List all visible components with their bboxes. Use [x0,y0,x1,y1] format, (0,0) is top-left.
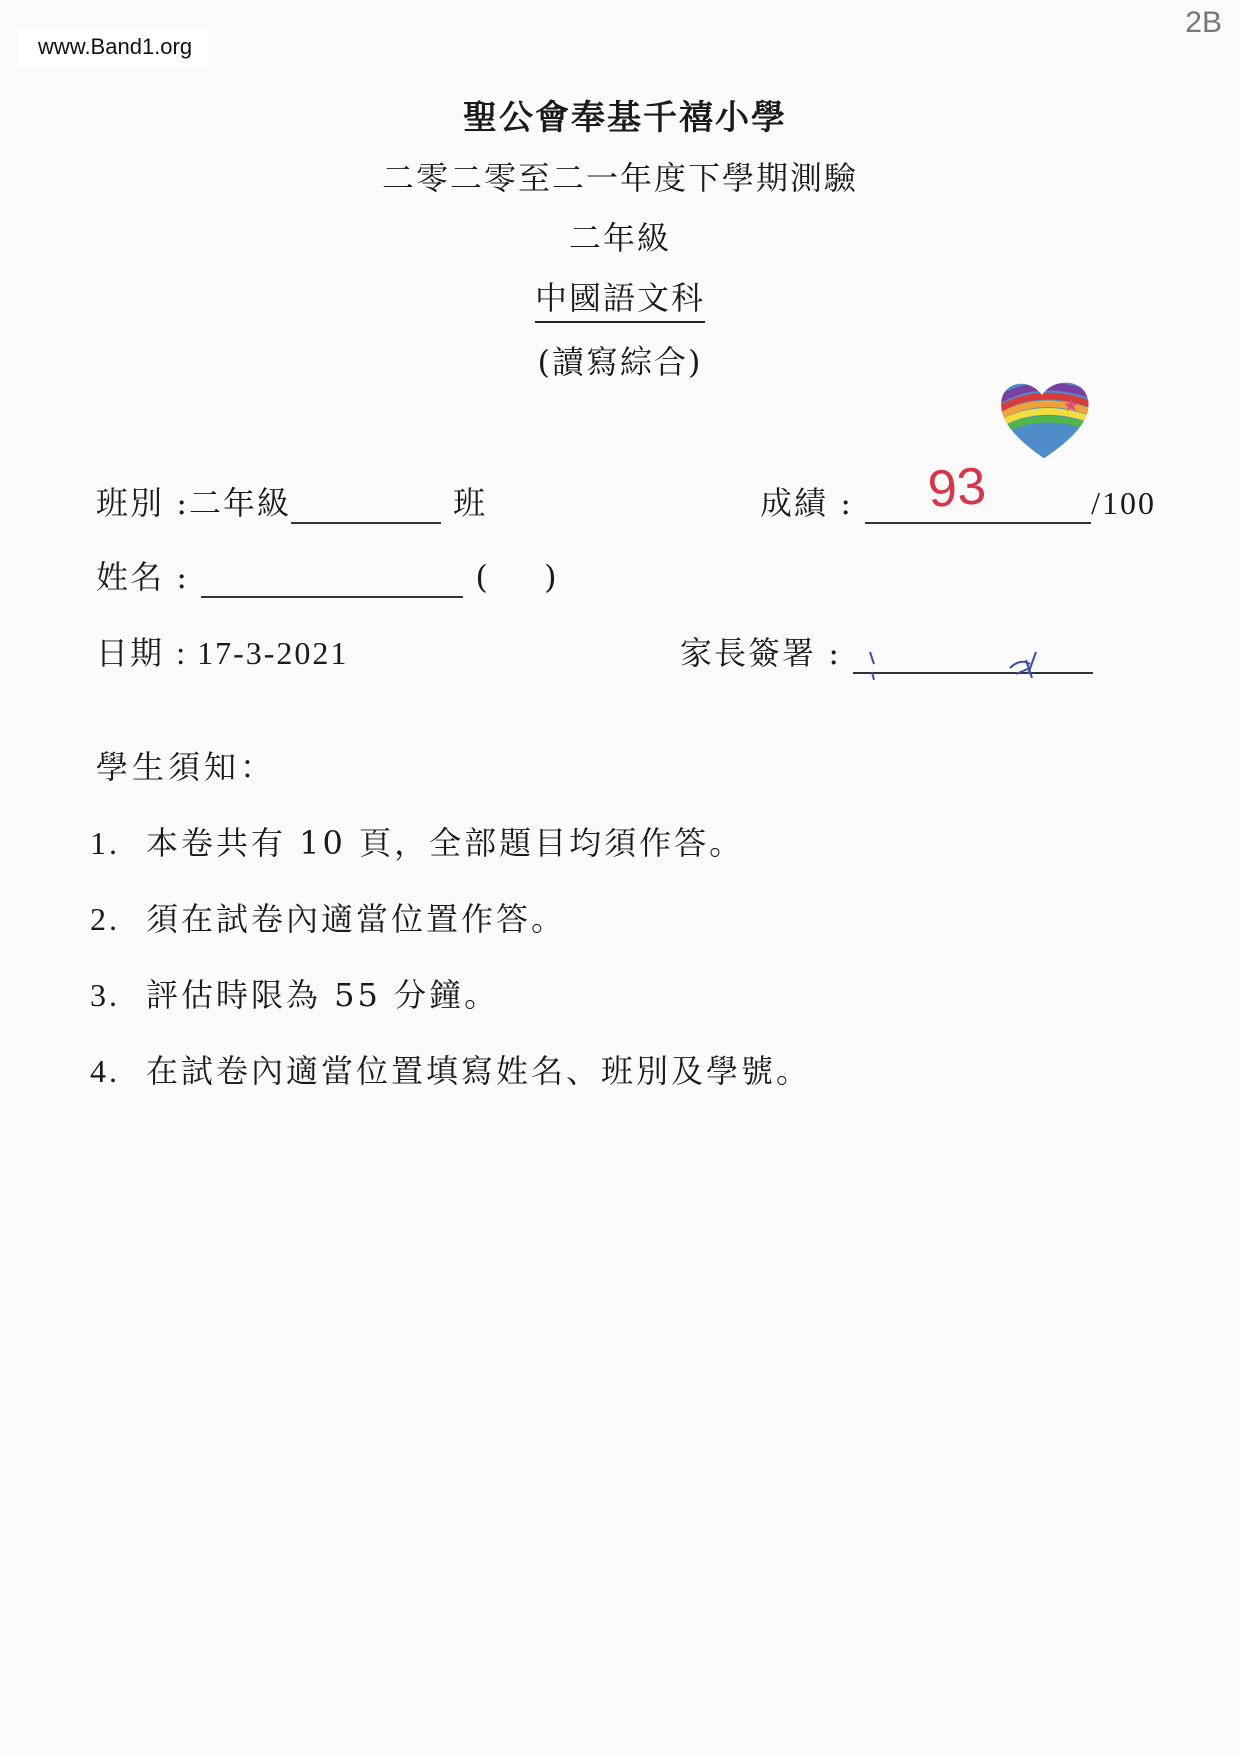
paper-type: (讀寫綜合) [537,343,703,381]
score-label: 成績 [760,484,829,522]
date-row [96,628,348,674]
page-corner-mark: 2B [1185,6,1222,39]
score-colon: : [840,484,853,522]
notice-item-text: 須在試卷內適當位置作答。 [146,900,567,938]
notice-item-number: 4. [90,1053,120,1089]
class-suffix: 班 [453,484,488,522]
notice-item-number: 3. [90,977,120,1013]
score-total: /100 [1091,485,1157,521]
notice-item-text: 本卷共有 10 頁，全部題目均須作答。 [146,824,745,862]
name-label: 姓名 [96,558,165,596]
grade-title: 二年級 [568,219,671,257]
school-name: 聖公會奉基千禧小學 [463,98,787,138]
notice-item [90,894,811,970]
watermark-label: www.Band1.org [18,30,208,66]
class-label: 班別 [96,484,165,522]
notice-item-text: 評估時限為 55 分鐘。 [146,976,500,1014]
name-blank[interactable] [201,562,463,598]
notice-item-number: 1. [90,825,120,861]
date-value: : 17-3-2021 [176,635,349,671]
heart-sticker-icon [996,370,1092,466]
notice-title: 學生須知： [96,748,277,786]
term-title: 二零二零至二一年度下學期測驗 [381,159,858,197]
notice-item-text: 在試卷內適當位置填寫姓名、班別及學號。 [146,1052,812,1090]
exam-header [0,90,1240,383]
notice-item-number: 2. [90,901,120,937]
date-label: 日期 [96,634,165,672]
notice-item [90,970,811,1046]
class-prefix: :二年級 [176,484,291,522]
signature-label: 家長簽署 [680,634,817,672]
score-handwritten: 93 [926,457,988,519]
name-colon: : [176,558,189,596]
name-row [96,552,559,598]
notice-list [90,818,811,1122]
class-row [96,478,487,524]
notice-item [90,1046,811,1122]
signature-scribble-icon [860,632,1100,742]
signature-colon: : [828,634,841,672]
subject-title: 中國語文科 [535,273,705,323]
class-blank[interactable] [291,488,441,524]
notice-item [90,818,811,894]
name-paren-close: ) [544,558,559,596]
name-paren-open: ( [475,558,490,596]
